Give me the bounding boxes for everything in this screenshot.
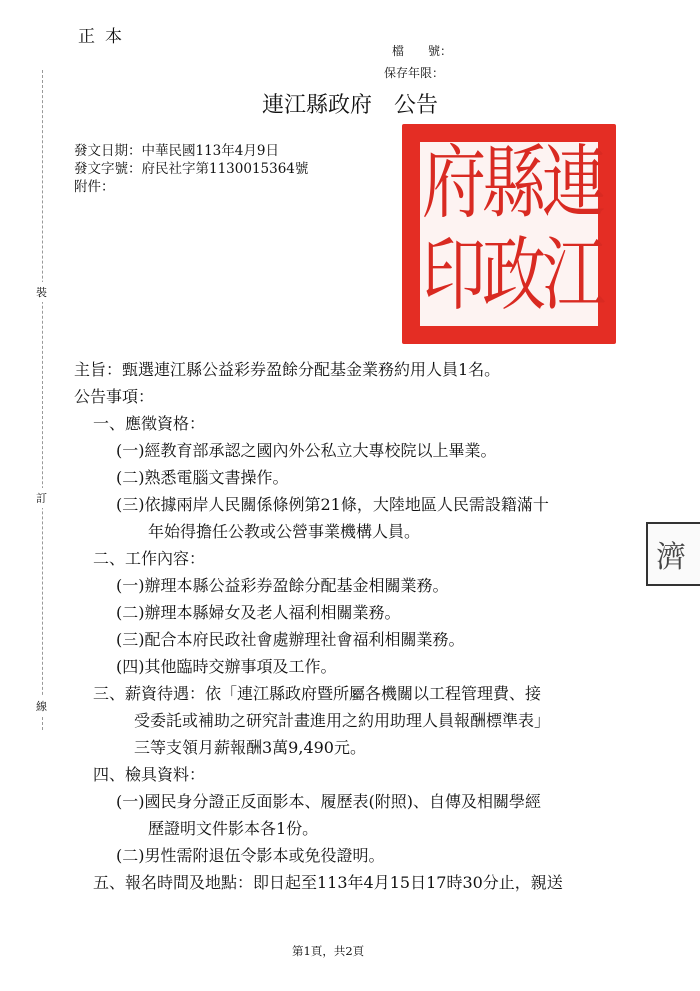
list-item: (二)男性需附退伍令影本或免役證明。 xyxy=(116,846,385,865)
page-number: 第1頁，共2頁 xyxy=(292,944,365,958)
subject-line: 主旨：甄選連江縣公益彩券盈餘分配基金業務約用人員1名。 xyxy=(74,360,501,379)
list-item: (一)辦理本縣公益彩券盈餘分配基金相關業務。 xyxy=(116,576,449,595)
binding-line xyxy=(42,70,43,730)
seal-char: 政 xyxy=(482,229,546,323)
title-doc-type: 公告 xyxy=(394,93,439,118)
copy-mark: 正本 xyxy=(78,27,132,47)
binding-mark: 訂 xyxy=(36,488,47,508)
official-seal xyxy=(402,124,616,344)
list-item: (二)熟悉電腦文書操作。 xyxy=(116,468,289,487)
list-item: (一)國民身分證正反面影本、履歷表(附照)、自傳及相關學經 xyxy=(116,792,541,811)
list-item-continuation: 歷證明文件影本各1份。 xyxy=(148,819,319,838)
binding-mark: 裝 xyxy=(36,282,47,302)
attachment: 附件： xyxy=(74,179,115,195)
seal-char: 連 xyxy=(542,137,606,231)
seal-char: 縣 xyxy=(482,137,546,231)
section-continuation: 三等支領月薪報酬3萬9,490元。 xyxy=(134,738,366,757)
notice-heading: 公告事項： xyxy=(74,387,155,406)
seal-char: 江 xyxy=(542,229,606,323)
seal-inner xyxy=(416,137,606,330)
list-item: (一)經教育部承認之國內外公私立大專校院以上畢業。 xyxy=(116,441,497,460)
list-item: (四)其他臨時交辦事項及工作。 xyxy=(116,657,337,676)
section-heading: 五、報名時間及地點：即日起至113年4月15日17時30分止，親送 xyxy=(93,873,563,892)
list-item: (二)辦理本縣婦女及老人福利相關業務。 xyxy=(116,603,401,622)
stamp-fragment xyxy=(646,522,700,586)
issue-date: 發文日期：中華民國113年4月9日 xyxy=(74,143,279,159)
stamp-fragment-char: 濟 xyxy=(656,540,686,575)
seal-char: 印 xyxy=(422,229,486,323)
section-heading: 四、檢具資料： xyxy=(93,765,206,784)
list-item-continuation: 年始得擔任公教或公營事業機構人員。 xyxy=(148,522,421,541)
title-org: 連江縣政府 xyxy=(262,93,373,118)
retention-label: 保存年限： xyxy=(384,66,445,80)
section-continuation: 受委託或補助之研究計畫進用之約用助理人員報酬標準表」 xyxy=(134,711,551,730)
section-heading: 三、薪資待遇：依「連江縣政府暨所屬各機關以工程管理費、接 xyxy=(93,684,542,703)
section-heading: 一、應徵資格： xyxy=(93,414,206,433)
seal-char: 府 xyxy=(422,137,486,231)
issue-number: 發文字號：府民社字第1130015364號 xyxy=(74,161,309,177)
section-heading: 二、工作內容： xyxy=(93,549,206,568)
file-number-label: 檔 號： xyxy=(392,44,453,58)
list-item: (三)依據兩岸人民關係條例第21條，大陸地區人民需設籍滿十 xyxy=(116,495,549,514)
list-item: (三)配合本府民政社會處辦理社會福利相關業務。 xyxy=(116,630,465,649)
binding-mark: 線 xyxy=(36,696,47,716)
page-title xyxy=(262,88,438,119)
